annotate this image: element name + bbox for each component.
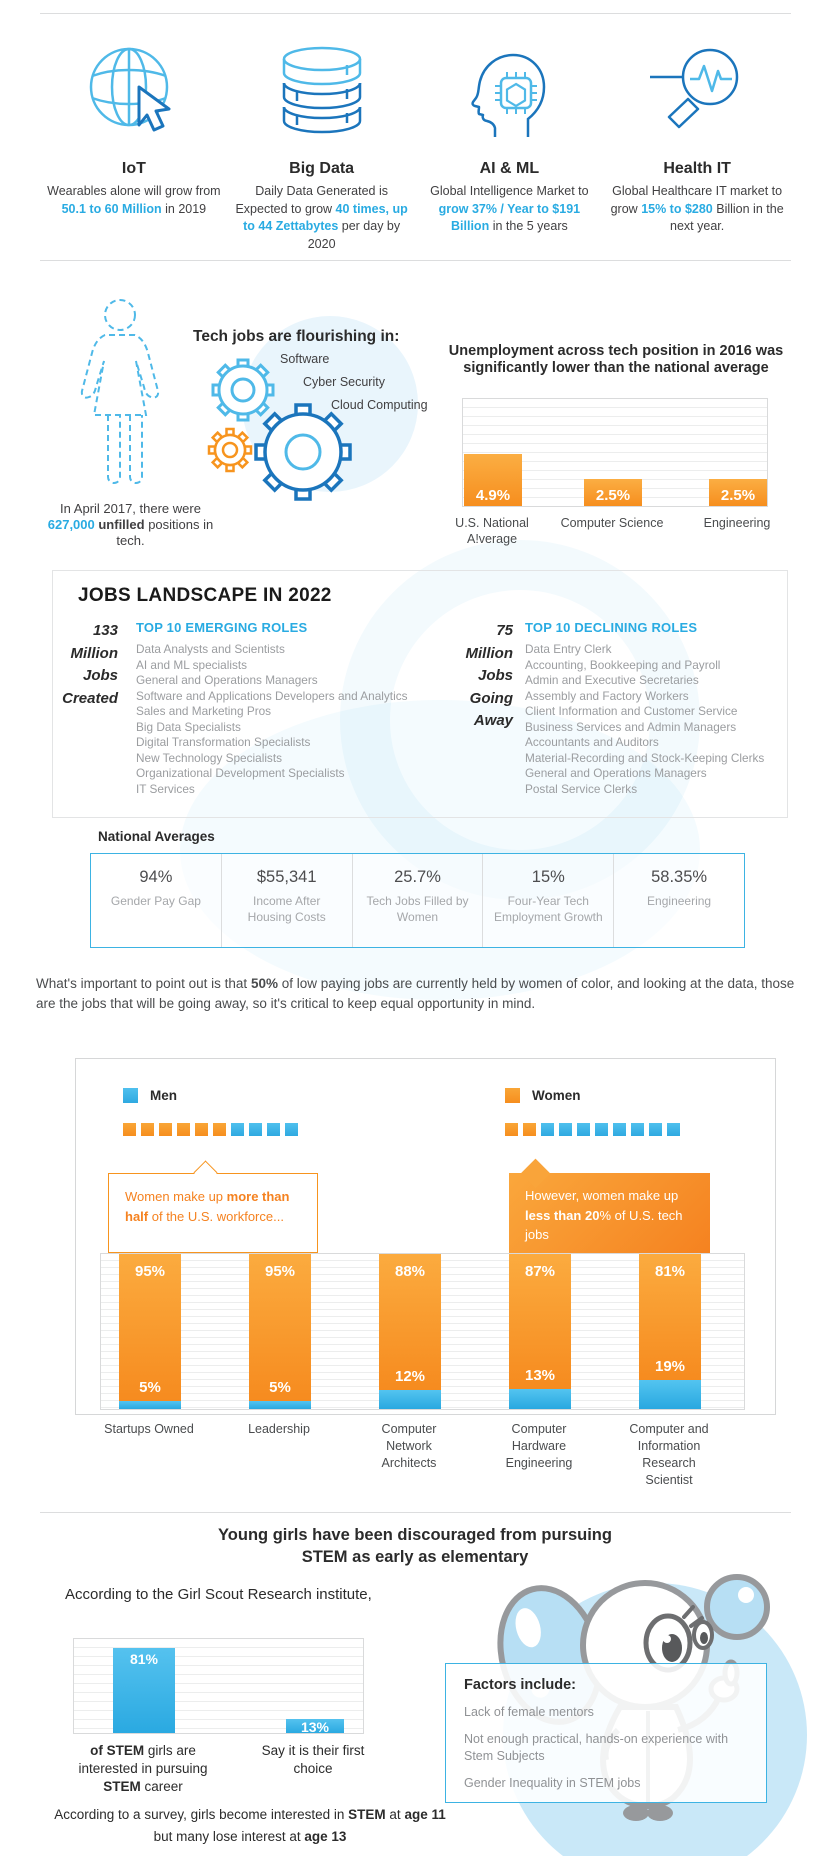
stem-bar-label-1: of STEM girls are interested in pursuing STEM career bbox=[78, 1743, 208, 1795]
tech-jobs-callout: However, women make up less than 20% of U.S. tech jobs bbox=[509, 1173, 710, 1253]
bar-value-label: 4.9% bbox=[475, 487, 511, 504]
declining-role-item: Client Information and Customer Service bbox=[525, 704, 738, 718]
stat-value: 15% bbox=[531, 868, 565, 886]
stat-caption: Tech Jobs Filled by Women bbox=[366, 894, 469, 924]
men-legend-label: Men bbox=[150, 1088, 177, 1103]
men-legend-swatch bbox=[123, 1088, 138, 1103]
stat-income-after-housing bbox=[221, 854, 352, 947]
emerging-roles-title: TOP 10 EMERGING ROLES bbox=[136, 620, 308, 635]
divider-top bbox=[40, 13, 791, 14]
stat-value: 25.7% bbox=[394, 868, 441, 886]
women-square-icon bbox=[213, 1123, 226, 1136]
emerging-role-item: New Technology Specialists bbox=[136, 750, 283, 765]
stat-line: 133 bbox=[92, 622, 118, 639]
emerging-role-item: Digital Transformation Specialists bbox=[136, 735, 311, 749]
women-value-label: 95% bbox=[264, 1263, 296, 1280]
declining-role-item: Postal Service Clerks bbox=[525, 781, 638, 796]
stat-value: 58.35% bbox=[651, 868, 708, 886]
women-value-label: 95% bbox=[134, 1263, 166, 1280]
unemployment-chart-labels bbox=[455, 516, 771, 566]
men-square-icon bbox=[267, 1123, 280, 1136]
stem-chart-labels bbox=[73, 1742, 364, 1812]
men-square-icon bbox=[631, 1123, 644, 1136]
unemployment-chart-plot bbox=[462, 398, 768, 507]
declining-role-item: Assembly and Factory Workers bbox=[525, 688, 689, 703]
emerging-role-item: Software and Applications Developers and Analytics bbox=[136, 688, 408, 703]
tech-trend-title: AI & ML bbox=[479, 160, 540, 177]
factor-item: Not enough practical, hands-on experience with Stem Subjects bbox=[464, 1732, 729, 1763]
women-value-label: 87% bbox=[524, 1263, 556, 1280]
unemployment-chart-title: Unemployment across tech position in 2016 was significantly lower than the national average bbox=[448, 343, 784, 377]
girl-scout-source-line: According to the Girl Scout Research institute, bbox=[65, 1586, 372, 1603]
women-legend-swatch bbox=[505, 1088, 520, 1103]
men-value-label: 5% bbox=[139, 1379, 161, 1397]
gender-stacked-bar bbox=[509, 1254, 571, 1409]
factors-title: Factors include: bbox=[464, 1677, 576, 1693]
gender-category-label: Computer Hardware Engineering bbox=[505, 1422, 573, 1470]
emerging-role-item: AI and ML specialists bbox=[136, 657, 248, 672]
emerging-role-item: IT Services bbox=[136, 781, 195, 796]
emerging-role-item: Data Analysts and Scientists bbox=[136, 642, 285, 656]
tech-trend-desc: Wearables alone will grow from 50.1 to 60 Million in 2019 bbox=[47, 184, 221, 216]
men-square-icon bbox=[231, 1123, 244, 1136]
stat-line: Created bbox=[62, 689, 118, 707]
big-data-database-icon bbox=[234, 32, 410, 150]
declining-role-item: Accountants and Auditors bbox=[525, 735, 659, 749]
stem-bar-label-2: Say it is their first choice bbox=[261, 1743, 365, 1777]
workforce-dots-row bbox=[123, 1123, 298, 1136]
national-averages-box bbox=[90, 853, 745, 948]
declining-role-item: General and Operations Managers bbox=[525, 766, 707, 780]
emerging-role-item: Sales and Marketing Pros bbox=[136, 704, 272, 718]
men-bar-segment bbox=[379, 1390, 441, 1409]
women-square-icon bbox=[123, 1123, 136, 1136]
jobs-created-stat bbox=[46, 620, 118, 710]
bar-value-label: 81% bbox=[129, 1651, 159, 1667]
gender-stacked-bar bbox=[379, 1254, 441, 1409]
men-square-icon bbox=[249, 1123, 262, 1136]
stat-caption: Income After Housing Costs bbox=[247, 894, 326, 924]
bar-value-label: 2.5% bbox=[720, 487, 756, 504]
women-square-icon bbox=[177, 1123, 190, 1136]
gender-chart-labels bbox=[100, 1421, 745, 1511]
stat-four-year-growth bbox=[482, 854, 613, 947]
workforce-callout: Women make up more than half of the U.S. workforce... bbox=[108, 1173, 318, 1253]
unemployment-bar bbox=[709, 479, 767, 506]
emerging-role-item: Big Data Specialists bbox=[136, 719, 241, 734]
women-value-label: 88% bbox=[394, 1263, 426, 1280]
women-square-icon bbox=[505, 1123, 518, 1136]
divider-stem bbox=[40, 1512, 791, 1513]
national-averages-label: National Averages bbox=[98, 829, 215, 844]
stat-line: 75 bbox=[496, 622, 513, 639]
field-label-software: Software bbox=[280, 352, 330, 366]
declining-roles-title: TOP 10 DECLINING ROLES bbox=[525, 620, 698, 635]
gender-stacked-bar bbox=[119, 1254, 181, 1409]
men-square-icon bbox=[285, 1123, 298, 1136]
women-value-label: 81% bbox=[654, 1263, 686, 1280]
woman-outline-illustration bbox=[58, 293, 193, 498]
stat-caption: Engineering bbox=[647, 894, 712, 908]
men-square-icon bbox=[541, 1123, 554, 1136]
tech-trend-ai-ml bbox=[416, 32, 604, 253]
tech-jobs-dots-row bbox=[505, 1123, 680, 1136]
jobs-landscape-heading: JOBS LANDSCAPE IN 2022 bbox=[78, 585, 332, 606]
stat-gender-pay-gap bbox=[91, 854, 221, 947]
stat-engineering bbox=[613, 854, 744, 947]
divider-tech-trends bbox=[40, 260, 791, 261]
women-square-icon bbox=[523, 1123, 536, 1136]
stat-caption: Four-Year Tech Employment Growth bbox=[493, 894, 603, 924]
health-it-magnifier-icon bbox=[609, 32, 785, 150]
unemployment-category-label: Engineering bbox=[703, 516, 771, 530]
stat-value: 94% bbox=[139, 868, 173, 886]
tech-trend-desc: Daily Data Generated is Expected to grow 40 times, up to 44 Zettabytes per day by 2020 bbox=[235, 184, 408, 251]
men-bar-segment bbox=[249, 1401, 311, 1409]
men-value-label: 19% bbox=[654, 1357, 686, 1375]
iot-globe-cursor-icon bbox=[46, 32, 222, 150]
unemployment-category-label: U.S. National A!verage bbox=[455, 516, 529, 546]
tech-trend-title: Big Data bbox=[289, 160, 355, 177]
gears-icon bbox=[185, 355, 385, 505]
emerging-role-item: Organizational Development Specialists bbox=[136, 766, 345, 780]
bar-value-label: 2.5% bbox=[595, 487, 631, 504]
declining-role-item: Material-Recording and Stock-Keeping Clerks bbox=[525, 750, 765, 765]
tech-trend-big-data bbox=[228, 32, 416, 253]
stem-bar bbox=[113, 1648, 175, 1733]
bar-value-label: 13% bbox=[300, 1719, 330, 1735]
stat-line: Away bbox=[473, 712, 513, 729]
unemployment-bar bbox=[584, 479, 642, 506]
stat-line: Million bbox=[70, 644, 118, 662]
field-label-cloud-computing: Cloud Computing bbox=[331, 398, 428, 412]
women-square-icon bbox=[141, 1123, 154, 1136]
declining-roles-list bbox=[525, 620, 793, 797]
gender-category-label: Computer and Information Research Scientist bbox=[629, 1422, 709, 1487]
legend-men bbox=[123, 1088, 177, 1103]
legend-women bbox=[505, 1088, 581, 1103]
equity-note: What's important to point out is that 50% of low paying jobs are currently held by women of color, and looking at the data, those are the jobs that will be going away, so it's critical to keep equal opportunity in mind. bbox=[36, 976, 795, 1011]
men-value-label: 5% bbox=[269, 1379, 291, 1397]
stat-line: Jobs bbox=[82, 667, 118, 684]
stem-footer-note: According to a survey, girls become interested in STEM at age 11 but many lose interest at age 13 bbox=[54, 1807, 446, 1844]
women-square-icon bbox=[195, 1123, 208, 1136]
men-square-icon bbox=[613, 1123, 626, 1136]
unemployment-category-label: Computer Science bbox=[560, 516, 664, 530]
factor-item: Lack of female mentors bbox=[464, 1705, 594, 1719]
men-bar-segment bbox=[639, 1380, 701, 1409]
men-value-label: 12% bbox=[394, 1368, 426, 1386]
gender-category-label: Leadership bbox=[248, 1422, 310, 1436]
stat-line: Million bbox=[465, 644, 513, 662]
stat-tech-jobs-women bbox=[352, 854, 483, 947]
women-square-icon bbox=[159, 1123, 172, 1136]
unfilled-positions-note: In April 2017, there were 627,000 unfilled positions in tech. bbox=[47, 501, 214, 548]
gender-chart-plot bbox=[100, 1253, 745, 1410]
women-legend-label: Women bbox=[532, 1088, 581, 1103]
gender-stacked-bar bbox=[639, 1254, 701, 1409]
tech-trend-desc: Global Intelligence Market to grow 37% / Year to $191 Billion in the 5 years bbox=[430, 184, 589, 233]
unemployment-bar bbox=[464, 454, 522, 506]
tech-jobs-heading: Tech jobs are flourishing in: bbox=[193, 328, 400, 345]
jobs-going-away-stat bbox=[441, 620, 513, 733]
declining-role-item: Business Services and Admin Managers bbox=[525, 719, 737, 734]
stem-section-heading: Young girls have been discouraged from pursuing STEM as early as elementary bbox=[218, 1526, 612, 1567]
emerging-role-item: General and Operations Managers bbox=[136, 673, 318, 687]
gender-category-label: Startups Owned bbox=[104, 1422, 194, 1436]
stem-bar bbox=[286, 1719, 344, 1733]
factor-item: Gender Inequality in STEM jobs bbox=[464, 1775, 641, 1790]
men-value-label: 13% bbox=[524, 1366, 556, 1384]
stat-value: $55,341 bbox=[256, 868, 317, 886]
tech-trend-desc: Global Healthcare IT market to grow 15% to $280 Billion in the next year. bbox=[610, 184, 784, 233]
gender-stacked-bar bbox=[249, 1254, 311, 1409]
men-square-icon bbox=[577, 1123, 590, 1136]
men-square-icon bbox=[595, 1123, 608, 1136]
men-bar-segment bbox=[509, 1389, 571, 1409]
declining-role-item: Admin and Executive Secretaries bbox=[525, 673, 699, 687]
tech-trend-title: IoT bbox=[121, 160, 146, 177]
declining-role-item: Accounting, Bookkeeping and Payroll bbox=[525, 657, 721, 672]
men-bar-segment bbox=[119, 1401, 181, 1409]
ai-ml-head-chip-icon bbox=[422, 32, 598, 150]
stat-line: Jobs bbox=[477, 667, 513, 684]
emerging-roles-list bbox=[136, 620, 436, 797]
stem-chart-plot bbox=[73, 1638, 364, 1734]
tech-trends-row bbox=[40, 32, 791, 253]
gender-category-label: Computer Network Architects bbox=[381, 1422, 437, 1470]
declining-role-item: Data Entry Clerk bbox=[525, 642, 612, 656]
men-square-icon bbox=[667, 1123, 680, 1136]
tech-trend-iot bbox=[40, 32, 228, 253]
stat-caption: Gender Pay Gap bbox=[110, 894, 201, 908]
stat-line: Going bbox=[469, 689, 513, 707]
men-square-icon bbox=[649, 1123, 662, 1136]
field-label-cyber-security: Cyber Security bbox=[303, 375, 385, 389]
tech-trend-health-it bbox=[603, 32, 791, 253]
tech-trend-title: Health IT bbox=[663, 160, 731, 177]
men-square-icon bbox=[559, 1123, 572, 1136]
factors-box bbox=[445, 1663, 767, 1803]
